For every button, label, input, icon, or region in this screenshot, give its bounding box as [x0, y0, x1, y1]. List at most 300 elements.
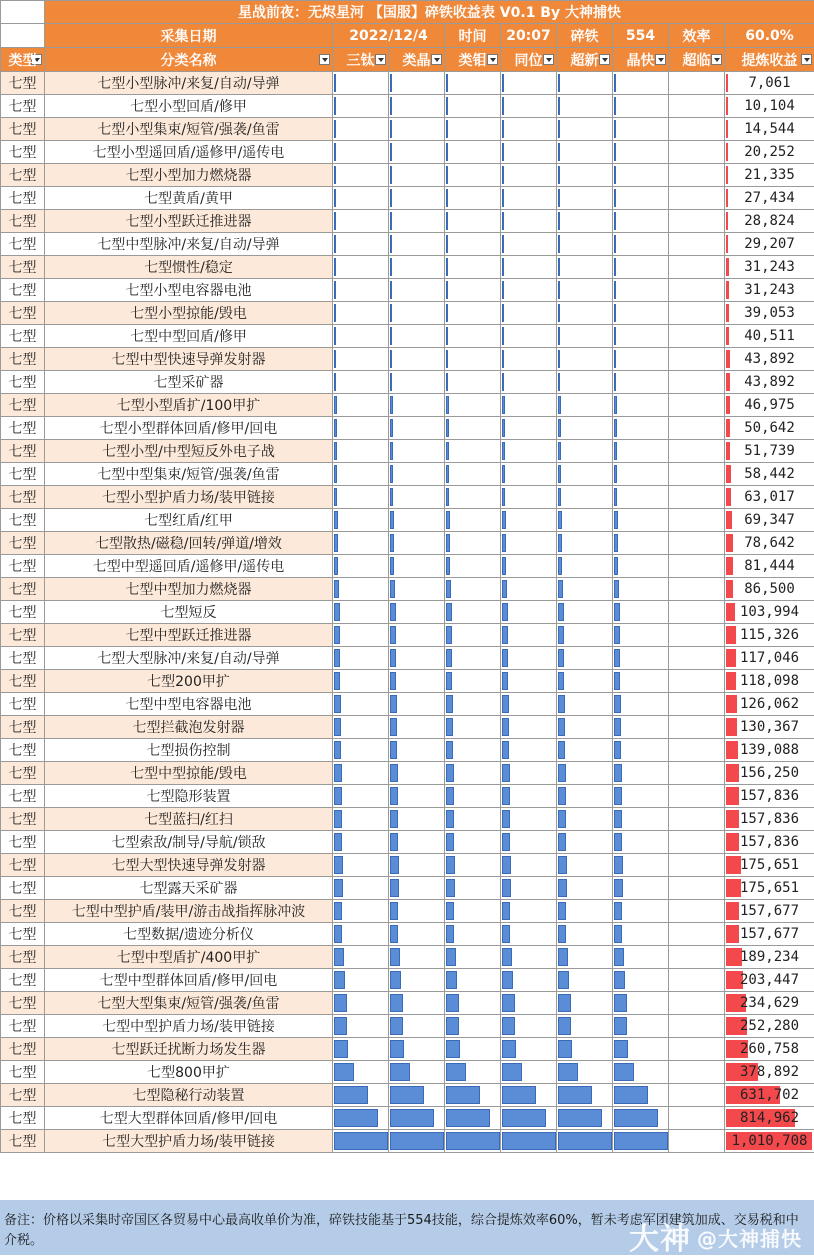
mineral-bar-cell[interactable]	[445, 808, 501, 831]
mineral-bar-cell[interactable]	[445, 1038, 501, 1061]
income-cell[interactable]	[725, 877, 814, 900]
mineral-bar-cell[interactable]	[389, 670, 445, 693]
mineral-bar-cell[interactable]	[557, 371, 613, 394]
megacyte-cell[interactable]	[669, 578, 725, 601]
mineral-bar-cell[interactable]	[445, 417, 501, 440]
mineral-bar-cell[interactable]	[557, 463, 613, 486]
mineral-bar-cell[interactable]	[389, 624, 445, 647]
mineral-bar-cell[interactable]	[501, 923, 557, 946]
mineral-bar-cell[interactable]	[333, 877, 389, 900]
mineral-bar-cell[interactable]	[389, 417, 445, 440]
mineral-bar-cell[interactable]	[557, 601, 613, 624]
mineral-bar-cell[interactable]	[389, 1130, 445, 1153]
mineral-bar-cell[interactable]	[333, 233, 389, 256]
mineral-bar-cell[interactable]	[613, 877, 669, 900]
type-cell[interactable]: 七型	[1, 394, 45, 417]
megacyte-cell[interactable]	[669, 394, 725, 417]
mineral-bar-cell[interactable]	[333, 969, 389, 992]
type-cell[interactable]: 七型	[1, 877, 45, 900]
type-cell[interactable]: 七型	[1, 992, 45, 1015]
mineral-bar-cell[interactable]	[501, 371, 557, 394]
name-cell[interactable]: 七型中型跃迁推进器	[45, 624, 333, 647]
mineral-bar-cell[interactable]	[501, 72, 557, 95]
table-row[interactable]	[1, 72, 814, 95]
income-cell[interactable]	[725, 348, 814, 371]
type-cell[interactable]: 七型	[1, 325, 45, 348]
filter-dropdown-icon[interactable]	[801, 54, 812, 65]
mineral-bar-cell[interactable]	[501, 716, 557, 739]
mineral-bar-cell[interactable]	[333, 72, 389, 95]
type-cell[interactable]: 七型	[1, 371, 45, 394]
mineral-bar-cell[interactable]	[445, 854, 501, 877]
mineral-bar-cell[interactable]	[613, 1084, 669, 1107]
megacyte-cell[interactable]	[669, 946, 725, 969]
mineral-bar-cell[interactable]	[557, 440, 613, 463]
mineral-bar-cell[interactable]	[389, 233, 445, 256]
megacyte-cell[interactable]	[669, 256, 725, 279]
mineral-bar-cell[interactable]	[333, 578, 389, 601]
mineral-bar-cell[interactable]	[389, 118, 445, 141]
mineral-bar-cell[interactable]	[557, 946, 613, 969]
name-cell[interactable]: 七型中型集束/短管/强袭/鱼雷	[45, 463, 333, 486]
table-row[interactable]	[1, 670, 814, 693]
mineral-bar-cell[interactable]	[613, 394, 669, 417]
income-cell[interactable]	[725, 187, 814, 210]
mineral-bar-cell[interactable]	[389, 1061, 445, 1084]
mineral-bar-cell[interactable]	[333, 785, 389, 808]
mineral-bar-cell[interactable]	[389, 647, 445, 670]
type-cell[interactable]: 七型	[1, 670, 45, 693]
name-cell[interactable]: 七型小型掠能/毁电	[45, 302, 333, 325]
mineral-bar-cell[interactable]	[557, 1061, 613, 1084]
mineral-bar-cell[interactable]	[557, 1107, 613, 1130]
type-cell[interactable]: 七型	[1, 233, 45, 256]
name-cell[interactable]: 七型大型群体回盾/修甲/回电	[45, 1107, 333, 1130]
mineral-bar-cell[interactable]	[613, 210, 669, 233]
mineral-bar-cell[interactable]	[333, 1130, 389, 1153]
filter-dropdown-icon[interactable]	[711, 54, 722, 65]
mineral-bar-cell[interactable]	[333, 302, 389, 325]
income-cell[interactable]	[725, 624, 814, 647]
name-cell[interactable]: 七型隐形装置	[45, 785, 333, 808]
table-row[interactable]	[1, 1084, 814, 1107]
type-cell[interactable]: 七型	[1, 1084, 45, 1107]
mineral-bar-cell[interactable]	[445, 923, 501, 946]
income-cell[interactable]	[725, 1107, 814, 1130]
mineral-bar-cell[interactable]	[613, 532, 669, 555]
date-value[interactable]: 2022/12/4	[333, 24, 445, 48]
mineral-bar-cell[interactable]	[501, 463, 557, 486]
mineral-bar-cell[interactable]	[333, 164, 389, 187]
col-header-zydrine[interactable]: 晶快	[613, 48, 669, 72]
table-row[interactable]	[1, 210, 814, 233]
mineral-bar-cell[interactable]	[333, 992, 389, 1015]
mineral-bar-cell[interactable]	[613, 831, 669, 854]
col-header-type[interactable]: 类型	[1, 48, 45, 72]
filter-dropdown-icon[interactable]	[599, 54, 610, 65]
type-cell[interactable]: 七型	[1, 647, 45, 670]
mineral-bar-cell[interactable]	[333, 716, 389, 739]
name-cell[interactable]: 七型大型护盾力场/装甲链接	[45, 1130, 333, 1153]
mineral-bar-cell[interactable]	[333, 946, 389, 969]
mineral-bar-cell[interactable]	[445, 900, 501, 923]
mineral-bar-cell[interactable]	[613, 325, 669, 348]
mineral-bar-cell[interactable]	[389, 716, 445, 739]
col-header-megacyte[interactable]: 超临	[669, 48, 725, 72]
mineral-bar-cell[interactable]	[445, 325, 501, 348]
mineral-bar-cell[interactable]	[445, 164, 501, 187]
mineral-bar-cell[interactable]	[389, 601, 445, 624]
table-row[interactable]	[1, 555, 814, 578]
megacyte-cell[interactable]	[669, 1061, 725, 1084]
megacyte-cell[interactable]	[669, 118, 725, 141]
table-row[interactable]	[1, 946, 814, 969]
income-cell[interactable]	[725, 900, 814, 923]
mineral-bar-cell[interactable]	[445, 532, 501, 555]
income-cell[interactable]	[725, 831, 814, 854]
mineral-bar-cell[interactable]	[501, 670, 557, 693]
megacyte-cell[interactable]	[669, 417, 725, 440]
mineral-bar-cell[interactable]	[613, 256, 669, 279]
mineral-bar-cell[interactable]	[557, 578, 613, 601]
col-header-tritanium[interactable]: 三钛	[333, 48, 389, 72]
mineral-bar-cell[interactable]	[389, 279, 445, 302]
name-cell[interactable]: 七型中型掠能/毁电	[45, 762, 333, 785]
mineral-bar-cell[interactable]	[389, 992, 445, 1015]
name-cell[interactable]: 七型短反	[45, 601, 333, 624]
mineral-bar-cell[interactable]	[501, 762, 557, 785]
table-row[interactable]	[1, 279, 814, 302]
mineral-bar-cell[interactable]	[501, 164, 557, 187]
mineral-bar-cell[interactable]	[557, 969, 613, 992]
efficiency-value[interactable]: 60.0%	[725, 24, 814, 48]
mineral-bar-cell[interactable]	[389, 95, 445, 118]
mineral-bar-cell[interactable]	[501, 141, 557, 164]
mineral-bar-cell[interactable]	[389, 463, 445, 486]
mineral-bar-cell[interactable]	[613, 1130, 669, 1153]
name-cell[interactable]: 七型中型盾扩/400甲扩	[45, 946, 333, 969]
type-cell[interactable]: 七型	[1, 1061, 45, 1084]
mineral-bar-cell[interactable]	[389, 1038, 445, 1061]
mineral-bar-cell[interactable]	[389, 808, 445, 831]
name-cell[interactable]: 七型中型群体回盾/修甲/回电	[45, 969, 333, 992]
mineral-bar-cell[interactable]	[557, 486, 613, 509]
mineral-bar-cell[interactable]	[445, 877, 501, 900]
filter-dropdown-icon[interactable]	[487, 54, 498, 65]
income-cell[interactable]	[725, 1061, 814, 1084]
name-cell[interactable]: 七型数据/遗迹分析仪	[45, 923, 333, 946]
mineral-bar-cell[interactable]	[557, 877, 613, 900]
mineral-bar-cell[interactable]	[445, 578, 501, 601]
table-row[interactable]	[1, 164, 814, 187]
megacyte-cell[interactable]	[669, 371, 725, 394]
megacyte-cell[interactable]	[669, 187, 725, 210]
mineral-bar-cell[interactable]	[557, 348, 613, 371]
megacyte-cell[interactable]	[669, 808, 725, 831]
table-row[interactable]	[1, 693, 814, 716]
mineral-bar-cell[interactable]	[613, 141, 669, 164]
income-cell[interactable]	[725, 992, 814, 1015]
name-cell[interactable]: 七型小型电容器电池	[45, 279, 333, 302]
mineral-bar-cell[interactable]	[333, 670, 389, 693]
mineral-bar-cell[interactable]	[501, 1015, 557, 1038]
table-row[interactable]	[1, 486, 814, 509]
income-cell[interactable]	[725, 417, 814, 440]
table-row[interactable]	[1, 417, 814, 440]
megacyte-cell[interactable]	[669, 95, 725, 118]
mineral-bar-cell[interactable]	[445, 348, 501, 371]
mineral-bar-cell[interactable]	[557, 1038, 613, 1061]
mineral-bar-cell[interactable]	[613, 693, 669, 716]
mineral-bar-cell[interactable]	[333, 1015, 389, 1038]
mineral-bar-cell[interactable]	[445, 601, 501, 624]
mineral-bar-cell[interactable]	[445, 946, 501, 969]
megacyte-cell[interactable]	[669, 716, 725, 739]
type-cell[interactable]: 七型	[1, 1130, 45, 1153]
mineral-bar-cell[interactable]	[613, 601, 669, 624]
mineral-bar-cell[interactable]	[445, 992, 501, 1015]
mineral-bar-cell[interactable]	[389, 739, 445, 762]
mineral-bar-cell[interactable]	[333, 394, 389, 417]
mineral-bar-cell[interactable]	[389, 256, 445, 279]
megacyte-cell[interactable]	[669, 854, 725, 877]
name-cell[interactable]: 七型小型跃迁推进器	[45, 210, 333, 233]
mineral-bar-cell[interactable]	[333, 900, 389, 923]
name-cell[interactable]: 七型蓝扫/红扫	[45, 808, 333, 831]
mineral-bar-cell[interactable]	[445, 210, 501, 233]
mineral-bar-cell[interactable]	[333, 279, 389, 302]
mineral-bar-cell[interactable]	[557, 417, 613, 440]
type-cell[interactable]: 七型	[1, 95, 45, 118]
income-cell[interactable]	[725, 854, 814, 877]
mineral-bar-cell[interactable]	[613, 118, 669, 141]
mineral-bar-cell[interactable]	[501, 624, 557, 647]
mineral-bar-cell[interactable]	[501, 785, 557, 808]
table-row[interactable]	[1, 762, 814, 785]
income-cell[interactable]	[725, 486, 814, 509]
name-cell[interactable]: 七型小型集束/短管/强袭/鱼雷	[45, 118, 333, 141]
megacyte-cell[interactable]	[669, 279, 725, 302]
mineral-bar-cell[interactable]	[613, 578, 669, 601]
income-cell[interactable]	[725, 302, 814, 325]
mineral-bar-cell[interactable]	[333, 141, 389, 164]
income-cell[interactable]	[725, 256, 814, 279]
name-cell[interactable]: 七型跃迁扰断力场发生器	[45, 1038, 333, 1061]
mineral-bar-cell[interactable]	[501, 440, 557, 463]
income-cell[interactable]	[725, 1130, 814, 1153]
megacyte-cell[interactable]	[669, 739, 725, 762]
megacyte-cell[interactable]	[669, 463, 725, 486]
mineral-bar-cell[interactable]	[557, 555, 613, 578]
mineral-bar-cell[interactable]	[557, 785, 613, 808]
mineral-bar-cell[interactable]	[501, 900, 557, 923]
col-header-income[interactable]: 提炼收益	[725, 48, 814, 72]
name-cell[interactable]: 七型小型遥回盾/遥修甲/遥传电	[45, 141, 333, 164]
mineral-bar-cell[interactable]	[445, 1084, 501, 1107]
mineral-bar-cell[interactable]	[557, 831, 613, 854]
mineral-bar-cell[interactable]	[557, 279, 613, 302]
table-row[interactable]	[1, 1015, 814, 1038]
table-row[interactable]	[1, 900, 814, 923]
income-cell[interactable]	[725, 164, 814, 187]
name-cell[interactable]: 七型小型群体回盾/修甲/回电	[45, 417, 333, 440]
mineral-bar-cell[interactable]	[613, 1061, 669, 1084]
mineral-bar-cell[interactable]	[501, 1084, 557, 1107]
mineral-bar-cell[interactable]	[501, 187, 557, 210]
mineral-bar-cell[interactable]	[445, 256, 501, 279]
megacyte-cell[interactable]	[669, 348, 725, 371]
mineral-bar-cell[interactable]	[333, 1107, 389, 1130]
income-cell[interactable]	[725, 325, 814, 348]
mineral-bar-cell[interactable]	[501, 1130, 557, 1153]
megacyte-cell[interactable]	[669, 1038, 725, 1061]
col-header-nocxium[interactable]: 超新	[557, 48, 613, 72]
mineral-bar-cell[interactable]	[501, 693, 557, 716]
megacyte-cell[interactable]	[669, 164, 725, 187]
mineral-bar-cell[interactable]	[445, 647, 501, 670]
megacyte-cell[interactable]	[669, 1107, 725, 1130]
mineral-bar-cell[interactable]	[501, 1038, 557, 1061]
type-cell[interactable]: 七型	[1, 854, 45, 877]
type-cell[interactable]: 七型	[1, 739, 45, 762]
mineral-bar-cell[interactable]	[501, 118, 557, 141]
megacyte-cell[interactable]	[669, 647, 725, 670]
mineral-bar-cell[interactable]	[613, 440, 669, 463]
income-cell[interactable]	[725, 118, 814, 141]
type-cell[interactable]: 七型	[1, 923, 45, 946]
mineral-bar-cell[interactable]	[501, 279, 557, 302]
type-cell[interactable]: 七型	[1, 532, 45, 555]
name-cell[interactable]: 七型200甲扩	[45, 670, 333, 693]
mineral-bar-cell[interactable]	[389, 164, 445, 187]
megacyte-cell[interactable]	[669, 992, 725, 1015]
mineral-bar-cell[interactable]	[389, 854, 445, 877]
megacyte-cell[interactable]	[669, 302, 725, 325]
mineral-bar-cell[interactable]	[389, 578, 445, 601]
mineral-bar-cell[interactable]	[613, 808, 669, 831]
income-cell[interactable]	[725, 532, 814, 555]
type-cell[interactable]: 七型	[1, 555, 45, 578]
mineral-bar-cell[interactable]	[389, 440, 445, 463]
mineral-bar-cell[interactable]	[613, 739, 669, 762]
type-cell[interactable]: 七型	[1, 693, 45, 716]
type-cell[interactable]: 七型	[1, 72, 45, 95]
income-cell[interactable]	[725, 578, 814, 601]
type-cell[interactable]: 七型	[1, 578, 45, 601]
mineral-bar-cell[interactable]	[557, 808, 613, 831]
mineral-bar-cell[interactable]	[613, 164, 669, 187]
mineral-bar-cell[interactable]	[445, 1015, 501, 1038]
type-cell[interactable]: 七型	[1, 279, 45, 302]
mineral-bar-cell[interactable]	[557, 739, 613, 762]
mineral-bar-cell[interactable]	[445, 394, 501, 417]
mineral-bar-cell[interactable]	[501, 877, 557, 900]
name-cell[interactable]: 七型小型加力燃烧器	[45, 164, 333, 187]
mineral-bar-cell[interactable]	[333, 1084, 389, 1107]
table-row[interactable]	[1, 1107, 814, 1130]
mineral-bar-cell[interactable]	[501, 417, 557, 440]
mineral-bar-cell[interactable]	[389, 302, 445, 325]
income-cell[interactable]	[725, 808, 814, 831]
name-cell[interactable]: 七型小型/中型短反外电子战	[45, 440, 333, 463]
megacyte-cell[interactable]	[669, 785, 725, 808]
income-cell[interactable]	[725, 371, 814, 394]
mineral-bar-cell[interactable]	[389, 187, 445, 210]
table-row[interactable]	[1, 532, 814, 555]
mineral-bar-cell[interactable]	[389, 141, 445, 164]
mineral-bar-cell[interactable]	[613, 992, 669, 1015]
mineral-bar-cell[interactable]	[501, 210, 557, 233]
megacyte-cell[interactable]	[669, 325, 725, 348]
income-cell[interactable]	[725, 670, 814, 693]
mineral-bar-cell[interactable]	[501, 831, 557, 854]
mineral-bar-cell[interactable]	[333, 95, 389, 118]
type-cell[interactable]: 七型	[1, 463, 45, 486]
type-cell[interactable]: 七型	[1, 1107, 45, 1130]
mineral-bar-cell[interactable]	[445, 969, 501, 992]
mineral-bar-cell[interactable]	[613, 463, 669, 486]
name-cell[interactable]: 七型黄盾/黄甲	[45, 187, 333, 210]
mineral-bar-cell[interactable]	[557, 992, 613, 1015]
mineral-bar-cell[interactable]	[613, 486, 669, 509]
filter-dropdown-icon[interactable]	[375, 54, 386, 65]
megacyte-cell[interactable]	[669, 693, 725, 716]
mineral-bar-cell[interactable]	[557, 187, 613, 210]
table-row[interactable]	[1, 95, 814, 118]
mineral-bar-cell[interactable]	[557, 900, 613, 923]
mineral-bar-cell[interactable]	[333, 509, 389, 532]
income-cell[interactable]	[725, 279, 814, 302]
mineral-bar-cell[interactable]	[389, 509, 445, 532]
mineral-bar-cell[interactable]	[333, 348, 389, 371]
income-cell[interactable]	[725, 946, 814, 969]
mineral-bar-cell[interactable]	[557, 394, 613, 417]
mineral-bar-cell[interactable]	[501, 969, 557, 992]
name-cell[interactable]: 七型小型护盾力场/装甲链接	[45, 486, 333, 509]
table-row[interactable]	[1, 969, 814, 992]
mineral-bar-cell[interactable]	[557, 923, 613, 946]
filter-dropdown-icon[interactable]	[319, 54, 330, 65]
name-cell[interactable]: 七型中型脉冲/来复/自动/导弹	[45, 233, 333, 256]
mineral-bar-cell[interactable]	[557, 256, 613, 279]
name-cell[interactable]: 七型中型加力燃烧器	[45, 578, 333, 601]
mineral-bar-cell[interactable]	[333, 601, 389, 624]
table-row[interactable]	[1, 831, 814, 854]
mineral-bar-cell[interactable]	[389, 1084, 445, 1107]
type-cell[interactable]: 七型	[1, 440, 45, 463]
mineral-bar-cell[interactable]	[613, 624, 669, 647]
mineral-bar-cell[interactable]	[445, 440, 501, 463]
mineral-bar-cell[interactable]	[333, 831, 389, 854]
mineral-bar-cell[interactable]	[333, 532, 389, 555]
mineral-bar-cell[interactable]	[445, 371, 501, 394]
type-cell[interactable]: 七型	[1, 486, 45, 509]
type-cell[interactable]: 七型	[1, 808, 45, 831]
mineral-bar-cell[interactable]	[445, 716, 501, 739]
mineral-bar-cell[interactable]	[445, 509, 501, 532]
megacyte-cell[interactable]	[669, 923, 725, 946]
mineral-bar-cell[interactable]	[389, 486, 445, 509]
mineral-bar-cell[interactable]	[445, 486, 501, 509]
mineral-bar-cell[interactable]	[557, 325, 613, 348]
income-cell[interactable]	[725, 647, 814, 670]
mineral-bar-cell[interactable]	[333, 440, 389, 463]
table-row[interactable]	[1, 1061, 814, 1084]
mineral-bar-cell[interactable]	[333, 1061, 389, 1084]
mineral-bar-cell[interactable]	[333, 854, 389, 877]
mineral-bar-cell[interactable]	[501, 1061, 557, 1084]
mineral-bar-cell[interactable]	[613, 1107, 669, 1130]
